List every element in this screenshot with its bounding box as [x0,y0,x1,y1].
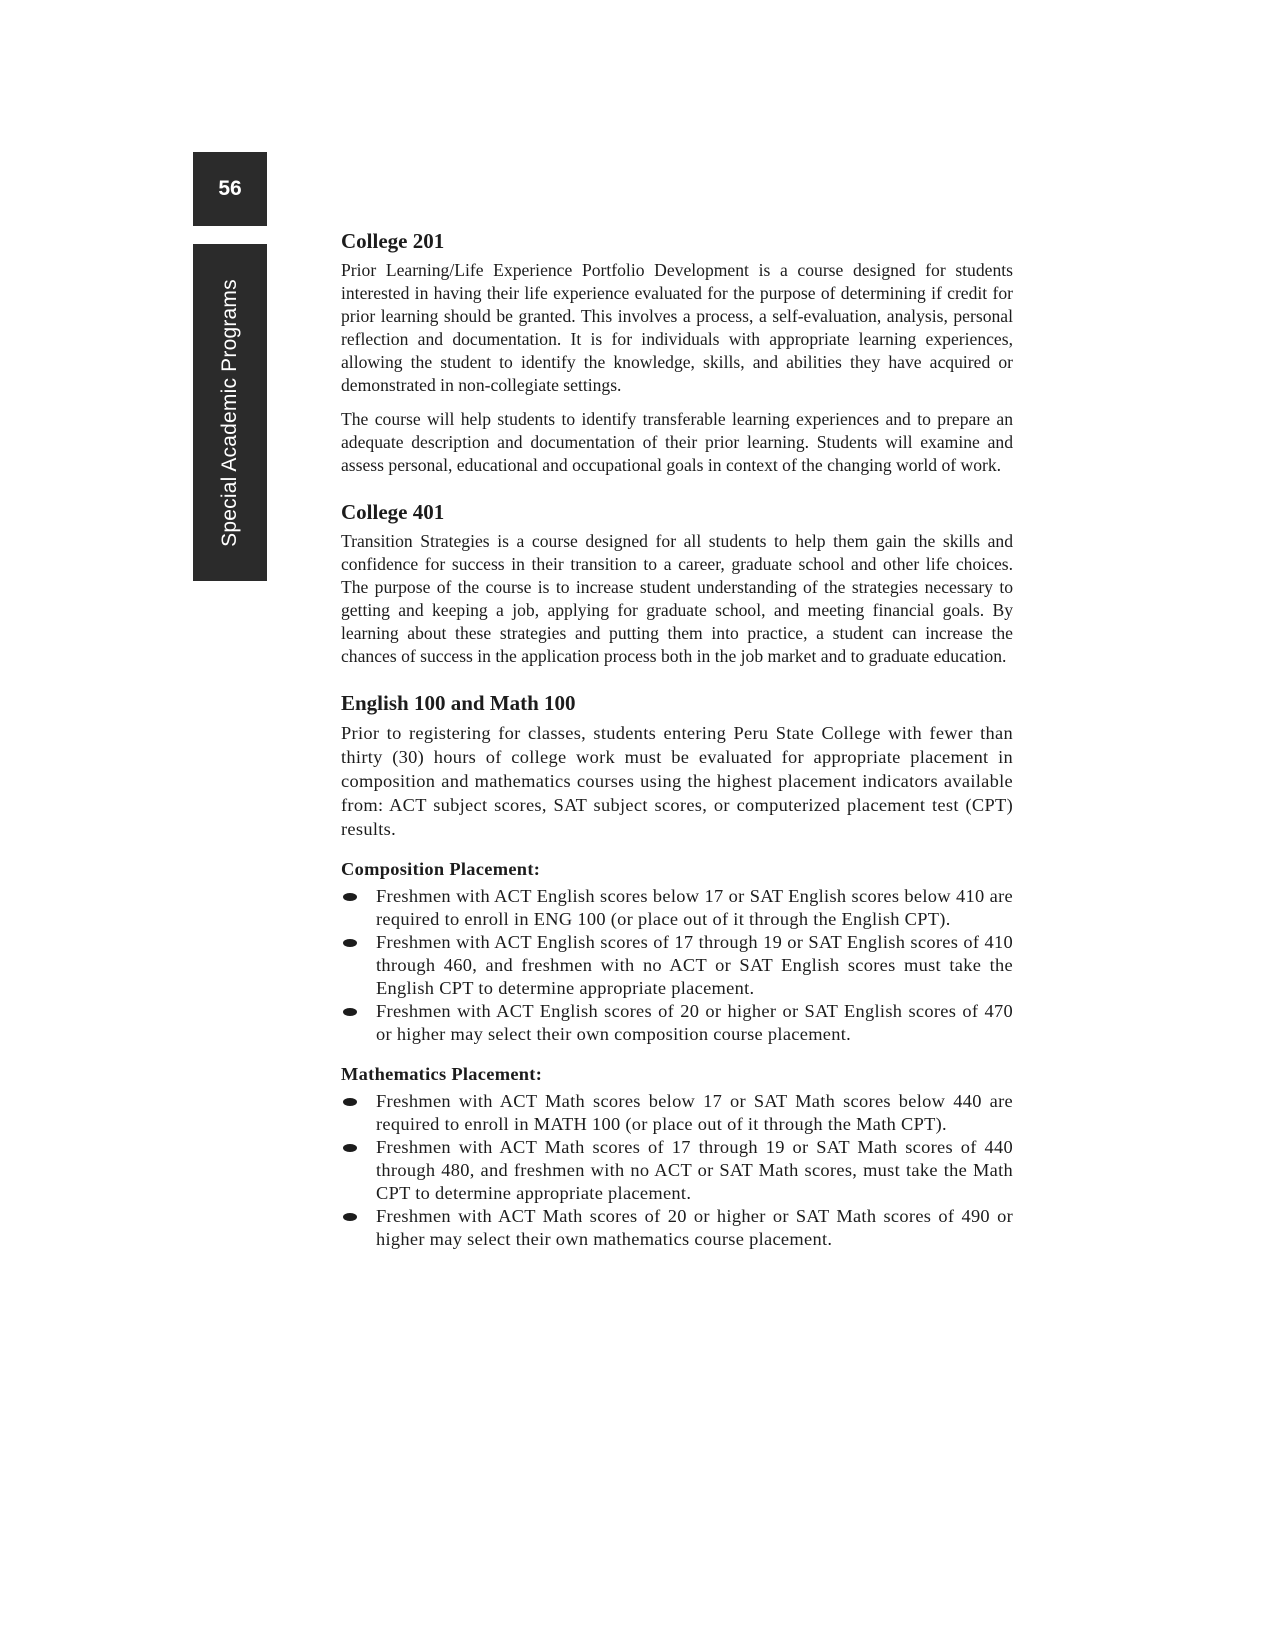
college-201-heading: College 201 [341,229,445,253]
college-201-paragraph-1: Prior Learning/Life Experience Portfolio Development is a course designed for students interested in having their life experience evaluated for the purpose of determining if credit for prior learning should be granted. This involves a process, a self-evaluation, analysis, personal reflection and documentation. It is for individuals with appropriate learning experiences, allowing the student to identify the knowledge, skills, and abilities they have acquired or demonstrated in non-collegiate settings. [341,260,1013,395]
composition-placement-list [341,885,1013,1046]
list-item-text: Freshmen with ACT English scores of 20 or higher or SAT English scores of 470 or higher may select their own composition course placement. [376,1001,1013,1044]
section-college-401 [341,499,1013,668]
list-item [341,1000,1013,1046]
bullet-icon [343,1008,357,1016]
english-math-heading: English 100 and Math 100 [341,691,576,715]
page-number [193,152,267,226]
composition-placement-heading: Composition Placement: [341,859,541,879]
bullet-icon [343,1098,357,1106]
bullet-icon [343,893,357,901]
college-401-paragraph-1: Transition Strategies is a course designed for all students to help them gain the skills and confidence for success in their transition to a career, graduate school and other life choices. The purpose of the course is to increase student understanding of the strategies necessary to getting and keeping a job, applying for graduate school, and meeting financial goals. By learning about these strategies and putting them into practice, a student can increase the chances of success in the application process both in the job market and to graduate education. [341,531,1013,666]
bullet-icon [343,1144,357,1152]
list-item [341,885,1013,931]
bullet-icon [343,1213,357,1221]
list-item [341,1090,1013,1136]
college-201-paragraph-2: The course will help students to identify transferable learning experiences and to prepare an adequate description and documentation of their prior learning. Students will examine and assess personal, educational and occupational goals in context of the changing world of work. [341,409,1013,475]
list-item-text: Freshmen with ACT Math scores below 17 or SAT Math scores below 440 are required to enroll in MATH 100 (or place out of it through the Math CPT). [376,1091,1013,1134]
list-item-text: Freshmen with ACT English scores below 17 or SAT English scores below 410 are required to enroll in ENG 100 (or place out of it through the English CPT). [376,886,1013,929]
list-item [341,1205,1013,1251]
section-college-201 [341,228,1013,477]
list-item-text: Freshmen with ACT English scores of 17 through 19 or SAT English scores of 410 through 460, and freshmen with no ACT or SAT English scores must take the English CPT to determine appropriate placement. [376,932,1013,998]
page-number-text: 56 [218,177,242,200]
section-english-math-100 [341,690,1013,1251]
mathematics-placement-heading: Mathematics Placement: [341,1064,543,1084]
list-item [341,931,1013,1000]
section-tab-label: Special Academic Programs [218,278,241,547]
english-math-intro: Prior to registering for classes, students entering Peru State College with fewer than thirty (30) hours of college work must be evaluated for appropriate placement in composition and mathematics courses using the highest placement indicators available from: ACT subject scores, SAT subject scores, or computerized placement test (CPT) results. [341,723,1013,839]
section-tab [193,244,267,581]
college-401-heading: College 401 [341,500,445,524]
mathematics-placement-list [341,1090,1013,1251]
list-item [341,1136,1013,1205]
main-content [341,228,1013,1273]
list-item-text: Freshmen with ACT Math scores of 17 through 19 or SAT Math scores of 440 through 480, and freshmen with no ACT or SAT Math scores, must take the Math CPT to determine appropriate placement. [376,1137,1013,1203]
list-item-text: Freshmen with ACT Math scores of 20 or higher or SAT Math scores of 490 or higher may select their own mathematics course placement. [376,1206,1013,1249]
bullet-icon [343,939,357,947]
